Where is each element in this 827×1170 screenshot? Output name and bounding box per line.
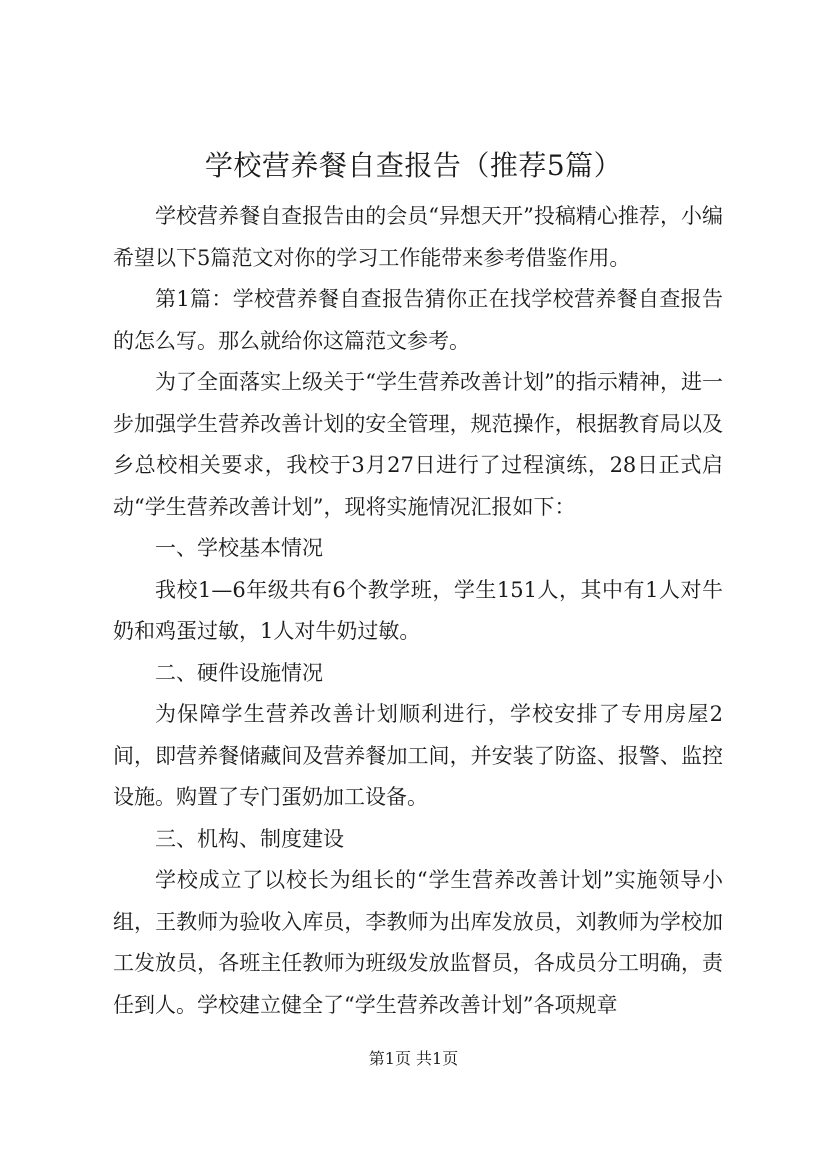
page-footer: 第1页 共1页 <box>368 1049 459 1068</box>
document-title: 学校营养餐自查报告（推荐5篇） <box>204 149 623 182</box>
paragraph-article-1-intro: 第1篇：学校营养餐自查报告猜你正在找学校营养餐自查报告的怎么写。那么就给你这篇范文参考。 <box>113 287 723 353</box>
paragraph-organization: 学校成立了以校长为组长的“学生营养改善计划”实施领导小组，王教师为验收入库员，李教师为出库发放员，刘教师为学校加工发放员，各班主任教师为班级发放监督员，各成员分工明确，责任到人。学校建立健全了“学生营养改善计划”各项规章 <box>113 868 723 1017</box>
section-heading-facilities: 二、硬件设施情况 <box>155 660 323 685</box>
section-heading-basic-info: 一、学校基本情况 <box>155 536 323 560</box>
document-body <box>113 196 723 1026</box>
section-heading-organization: 三、机构、制度建设 <box>155 826 344 851</box>
paragraph-facilities: 为保障学生营养改善计划顺利进行，学校安排了专用房屋2间，即营养餐储藏间及营养餐加工间，并安装了防盗、报警、监控设施。购置了专门蛋奶加工设备。 <box>113 702 723 809</box>
paragraph-intro: 学校营养餐自查报告由的会员“异想天开”投稿精心推荐，小编希望以下5篇范文对你的学习工作能带来参考借鉴作用。 <box>113 204 723 270</box>
paragraph-basic-info: 我校1—6年级共有6个教学班，学生151人，其中有1人对牛奶和鸡蛋过敏，1人对牛奶过敏。 <box>113 577 723 643</box>
paragraph-background: 为了全面落实上级关于“学生营养改善计划”的指示精神，进一步加强学生营养改善计划的安全管理，规范操作，根据教育局以及乡总校相关要求，我校于3月27日进行了过程演练，28日正式启动“学生营养改善计划”，现将实施情况汇报如下： <box>113 370 723 519</box>
